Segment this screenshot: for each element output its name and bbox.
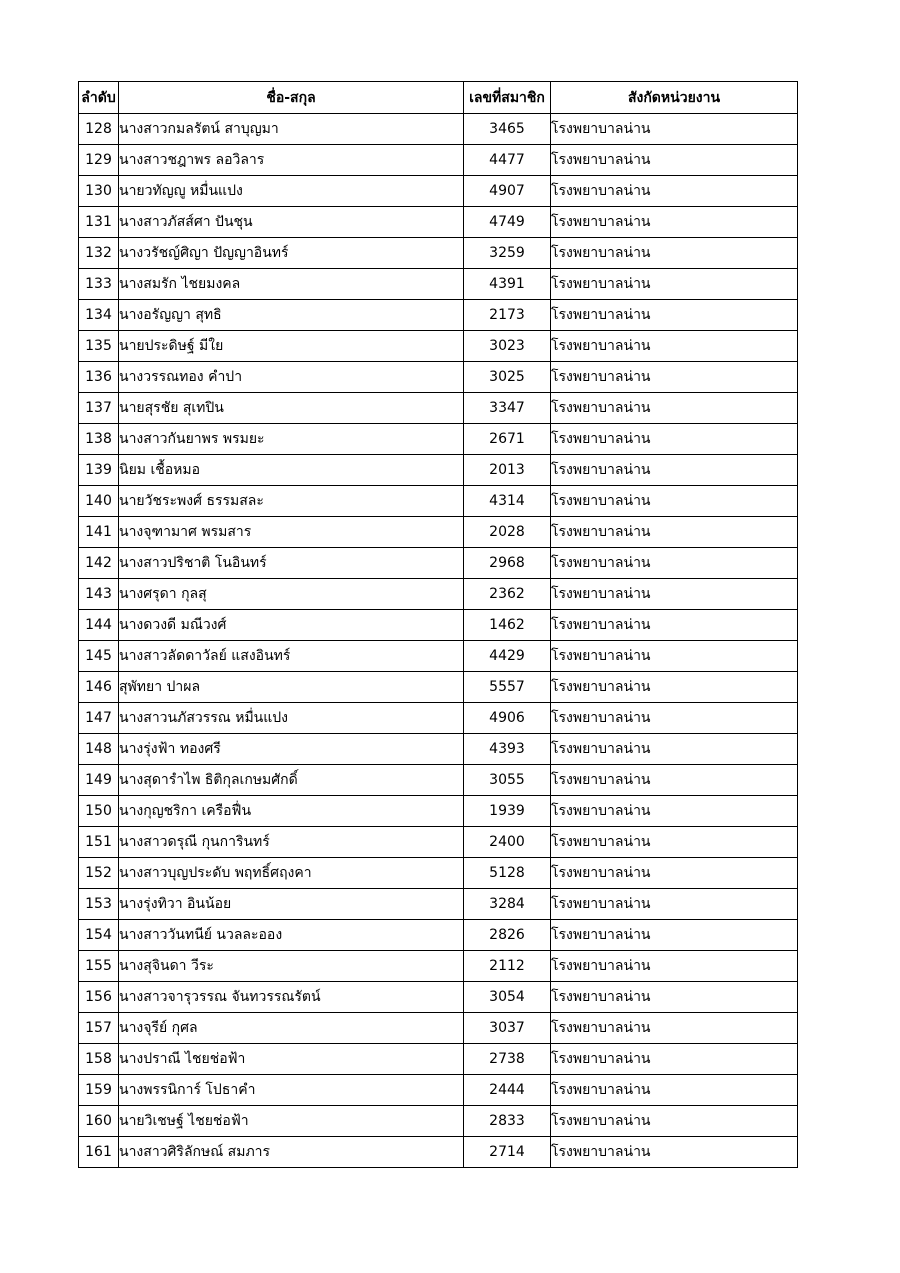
member-name: นายวทัญญู หมื่นแปง — [119, 176, 464, 207]
member-unit: โรงพยาบาลน่าน — [551, 765, 798, 796]
table-row — [79, 114, 798, 145]
member-unit: โรงพยาบาลน่าน — [551, 424, 798, 455]
member-id: 4393 — [464, 734, 551, 765]
member-name: นางศรุดา กุลสุ — [119, 579, 464, 610]
member-name: นายประดิษฐ์ มีใย — [119, 331, 464, 362]
member-name: นางกุญชริกา เครือฟื่น — [119, 796, 464, 827]
row-number: 143 — [79, 579, 119, 610]
member-name: นางสาวชฎาพร ลอวิลาร — [119, 145, 464, 176]
row-number: 131 — [79, 207, 119, 238]
member-unit: โรงพยาบาลน่าน — [551, 300, 798, 331]
member-unit: โรงพยาบาลน่าน — [551, 796, 798, 827]
member-id: 3284 — [464, 889, 551, 920]
member-name: นางดวงดี มณีวงศ์ — [119, 610, 464, 641]
table-row — [79, 1044, 798, 1075]
member-name: นางสาวดรุณี กุนการินทร์ — [119, 827, 464, 858]
row-number: 154 — [79, 920, 119, 951]
member-name: นางจุฑามาศ พรมสาร — [119, 517, 464, 548]
row-number: 157 — [79, 1013, 119, 1044]
member-unit: โรงพยาบาลน่าน — [551, 734, 798, 765]
table-row — [79, 331, 798, 362]
table-row — [79, 517, 798, 548]
header-no: ลำดับ — [79, 82, 119, 114]
row-number: 140 — [79, 486, 119, 517]
header-name: ชื่อ-สกุล — [119, 82, 464, 114]
table-row — [79, 765, 798, 796]
member-name: นางสาวศิริลักษณ์ สมภาร — [119, 1137, 464, 1168]
row-number: 159 — [79, 1075, 119, 1106]
member-unit: โรงพยาบาลน่าน — [551, 176, 798, 207]
member-unit: โรงพยาบาลน่าน — [551, 982, 798, 1013]
table-row — [79, 579, 798, 610]
member-unit: โรงพยาบาลน่าน — [551, 548, 798, 579]
member-name: นายวัชระพงศ์ ธรรมสละ — [119, 486, 464, 517]
table-row — [79, 982, 798, 1013]
header-row — [79, 82, 798, 114]
member-id: 1939 — [464, 796, 551, 827]
member-id: 2738 — [464, 1044, 551, 1075]
member-unit: โรงพยาบาลน่าน — [551, 517, 798, 548]
member-table — [78, 81, 798, 1168]
table-row — [79, 858, 798, 889]
row-number: 149 — [79, 765, 119, 796]
header-member-id: เลขที่สมาชิก — [464, 82, 551, 114]
member-name: นางสาวกมลรัตน์ สาบุญมา — [119, 114, 464, 145]
member-unit: โรงพยาบาลน่าน — [551, 610, 798, 641]
member-id: 4429 — [464, 641, 551, 672]
member-id: 5557 — [464, 672, 551, 703]
member-unit: โรงพยาบาลน่าน — [551, 114, 798, 145]
member-unit: โรงพยาบาลน่าน — [551, 672, 798, 703]
member-name: นางพรรนิการ์ โปธาคำ — [119, 1075, 464, 1106]
member-id: 4477 — [464, 145, 551, 176]
table-row — [79, 920, 798, 951]
member-name: นางปราณี ไชยช่อฟ้า — [119, 1044, 464, 1075]
table-row — [79, 1106, 798, 1137]
row-number: 145 — [79, 641, 119, 672]
member-id: 4391 — [464, 269, 551, 300]
member-name: นางจุรีย์ กุศล — [119, 1013, 464, 1044]
table-row — [79, 486, 798, 517]
member-unit: โรงพยาบาลน่าน — [551, 1106, 798, 1137]
member-id: 2833 — [464, 1106, 551, 1137]
table-row — [79, 455, 798, 486]
member-name: นางสาวลัดดาวัลย์ แสงอินทร์ — [119, 641, 464, 672]
member-name: นางรุ่งฟ้า ทองศรี — [119, 734, 464, 765]
member-name: นางรุ่งทิวา อินน้อย — [119, 889, 464, 920]
row-number: 147 — [79, 703, 119, 734]
member-unit: โรงพยาบาลน่าน — [551, 269, 798, 300]
member-unit: โรงพยาบาลน่าน — [551, 951, 798, 982]
member-name: นายสุรชัย สุเทปิน — [119, 393, 464, 424]
table-row — [79, 703, 798, 734]
table-row — [79, 672, 798, 703]
member-id: 2714 — [464, 1137, 551, 1168]
row-number: 161 — [79, 1137, 119, 1168]
table-row — [79, 1075, 798, 1106]
table-header — [79, 82, 798, 114]
member-name: นางสาวบุญประดับ พฤทธิ์ศฤงคา — [119, 858, 464, 889]
table-row — [79, 1137, 798, 1168]
member-name: นางสาวภัสส์ศา ปันชุน — [119, 207, 464, 238]
member-name: นางสุดารำไพ ธิติกุลเกษมศักดิ์ — [119, 765, 464, 796]
row-number: 156 — [79, 982, 119, 1013]
member-id: 5128 — [464, 858, 551, 889]
member-unit: โรงพยาบาลน่าน — [551, 1013, 798, 1044]
row-number: 155 — [79, 951, 119, 982]
table-row — [79, 889, 798, 920]
row-number: 132 — [79, 238, 119, 269]
member-name: นางสาวจารุวรรณ จันทวรรณรัตน์ — [119, 982, 464, 1013]
row-number: 158 — [79, 1044, 119, 1075]
member-name: นางวรัชญ์ศิญา ปัญญาอินทร์ — [119, 238, 464, 269]
row-number: 136 — [79, 362, 119, 393]
member-name: สุพัทยา ปาผล — [119, 672, 464, 703]
table-row — [79, 145, 798, 176]
member-id: 3465 — [464, 114, 551, 145]
table-row — [79, 300, 798, 331]
table-row — [79, 1013, 798, 1044]
member-unit: โรงพยาบาลน่าน — [551, 1044, 798, 1075]
table-row — [79, 610, 798, 641]
table-row — [79, 796, 798, 827]
row-number: 142 — [79, 548, 119, 579]
member-name: นางสาวกันยาพร พรมยะ — [119, 424, 464, 455]
table-row — [79, 238, 798, 269]
member-name: นางสาวนภัสวรรณ หมื่นแปง — [119, 703, 464, 734]
row-number: 146 — [79, 672, 119, 703]
row-number: 151 — [79, 827, 119, 858]
row-number: 160 — [79, 1106, 119, 1137]
row-number: 137 — [79, 393, 119, 424]
member-id: 3054 — [464, 982, 551, 1013]
table-row — [79, 424, 798, 455]
row-number: 139 — [79, 455, 119, 486]
member-unit: โรงพยาบาลน่าน — [551, 889, 798, 920]
table-row — [79, 393, 798, 424]
member-unit: โรงพยาบาลน่าน — [551, 238, 798, 269]
member-name: นางสมรัก ไชยมงคล — [119, 269, 464, 300]
member-unit: โรงพยาบาลน่าน — [551, 145, 798, 176]
table-row — [79, 176, 798, 207]
member-id: 2826 — [464, 920, 551, 951]
table-body — [79, 114, 798, 1168]
member-id: 3025 — [464, 362, 551, 393]
member-id: 2362 — [464, 579, 551, 610]
member-id: 2173 — [464, 300, 551, 331]
row-number: 144 — [79, 610, 119, 641]
member-unit: โรงพยาบาลน่าน — [551, 393, 798, 424]
member-unit: โรงพยาบาลน่าน — [551, 1137, 798, 1168]
table-row — [79, 951, 798, 982]
table-row — [79, 548, 798, 579]
row-number: 135 — [79, 331, 119, 362]
member-id: 2013 — [464, 455, 551, 486]
member-id: 2968 — [464, 548, 551, 579]
member-id: 3055 — [464, 765, 551, 796]
member-id: 4314 — [464, 486, 551, 517]
member-unit: โรงพยาบาลน่าน — [551, 858, 798, 889]
member-name: นางสาวปริชาติ โนอินทร์ — [119, 548, 464, 579]
table-row — [79, 207, 798, 238]
member-id: 4907 — [464, 176, 551, 207]
member-id: 3023 — [464, 331, 551, 362]
member-unit: โรงพยาบาลน่าน — [551, 920, 798, 951]
member-id: 1462 — [464, 610, 551, 641]
member-unit: โรงพยาบาลน่าน — [551, 703, 798, 734]
member-id: 2028 — [464, 517, 551, 548]
row-number: 148 — [79, 734, 119, 765]
member-unit: โรงพยาบาลน่าน — [551, 207, 798, 238]
member-id: 3259 — [464, 238, 551, 269]
member-id: 3347 — [464, 393, 551, 424]
row-number: 128 — [79, 114, 119, 145]
row-number: 133 — [79, 269, 119, 300]
member-name: นายวิเชษฐ์ ไชยช่อฟ้า — [119, 1106, 464, 1137]
table-row — [79, 641, 798, 672]
row-number: 134 — [79, 300, 119, 331]
member-id: 4906 — [464, 703, 551, 734]
table-row — [79, 734, 798, 765]
row-number: 138 — [79, 424, 119, 455]
member-id: 2671 — [464, 424, 551, 455]
member-unit: โรงพยาบาลน่าน — [551, 362, 798, 393]
table-row — [79, 362, 798, 393]
member-unit: โรงพยาบาลน่าน — [551, 1075, 798, 1106]
member-id: 3037 — [464, 1013, 551, 1044]
member-name: นางสุจินดา วีระ — [119, 951, 464, 982]
row-number: 130 — [79, 176, 119, 207]
member-unit: โรงพยาบาลน่าน — [551, 486, 798, 517]
member-name: นางวรรณทอง คำปา — [119, 362, 464, 393]
member-id: 2444 — [464, 1075, 551, 1106]
table-row — [79, 827, 798, 858]
member-name: นางอรัญญา สุทธิ — [119, 300, 464, 331]
member-unit: โรงพยาบาลน่าน — [551, 641, 798, 672]
row-number: 141 — [79, 517, 119, 548]
row-number: 152 — [79, 858, 119, 889]
member-unit: โรงพยาบาลน่าน — [551, 331, 798, 362]
member-id: 4749 — [464, 207, 551, 238]
row-number: 153 — [79, 889, 119, 920]
row-number: 150 — [79, 796, 119, 827]
member-name: นางสาววันทนีย์ นวลละออง — [119, 920, 464, 951]
header-unit: สังกัดหน่วยงาน — [551, 82, 798, 114]
row-number: 129 — [79, 145, 119, 176]
member-id: 2400 — [464, 827, 551, 858]
table-row — [79, 269, 798, 300]
member-unit: โรงพยาบาลน่าน — [551, 827, 798, 858]
member-unit: โรงพยาบาลน่าน — [551, 455, 798, 486]
member-unit: โรงพยาบาลน่าน — [551, 579, 798, 610]
member-id: 2112 — [464, 951, 551, 982]
member-name: นิยม เชื้อหมอ — [119, 455, 464, 486]
